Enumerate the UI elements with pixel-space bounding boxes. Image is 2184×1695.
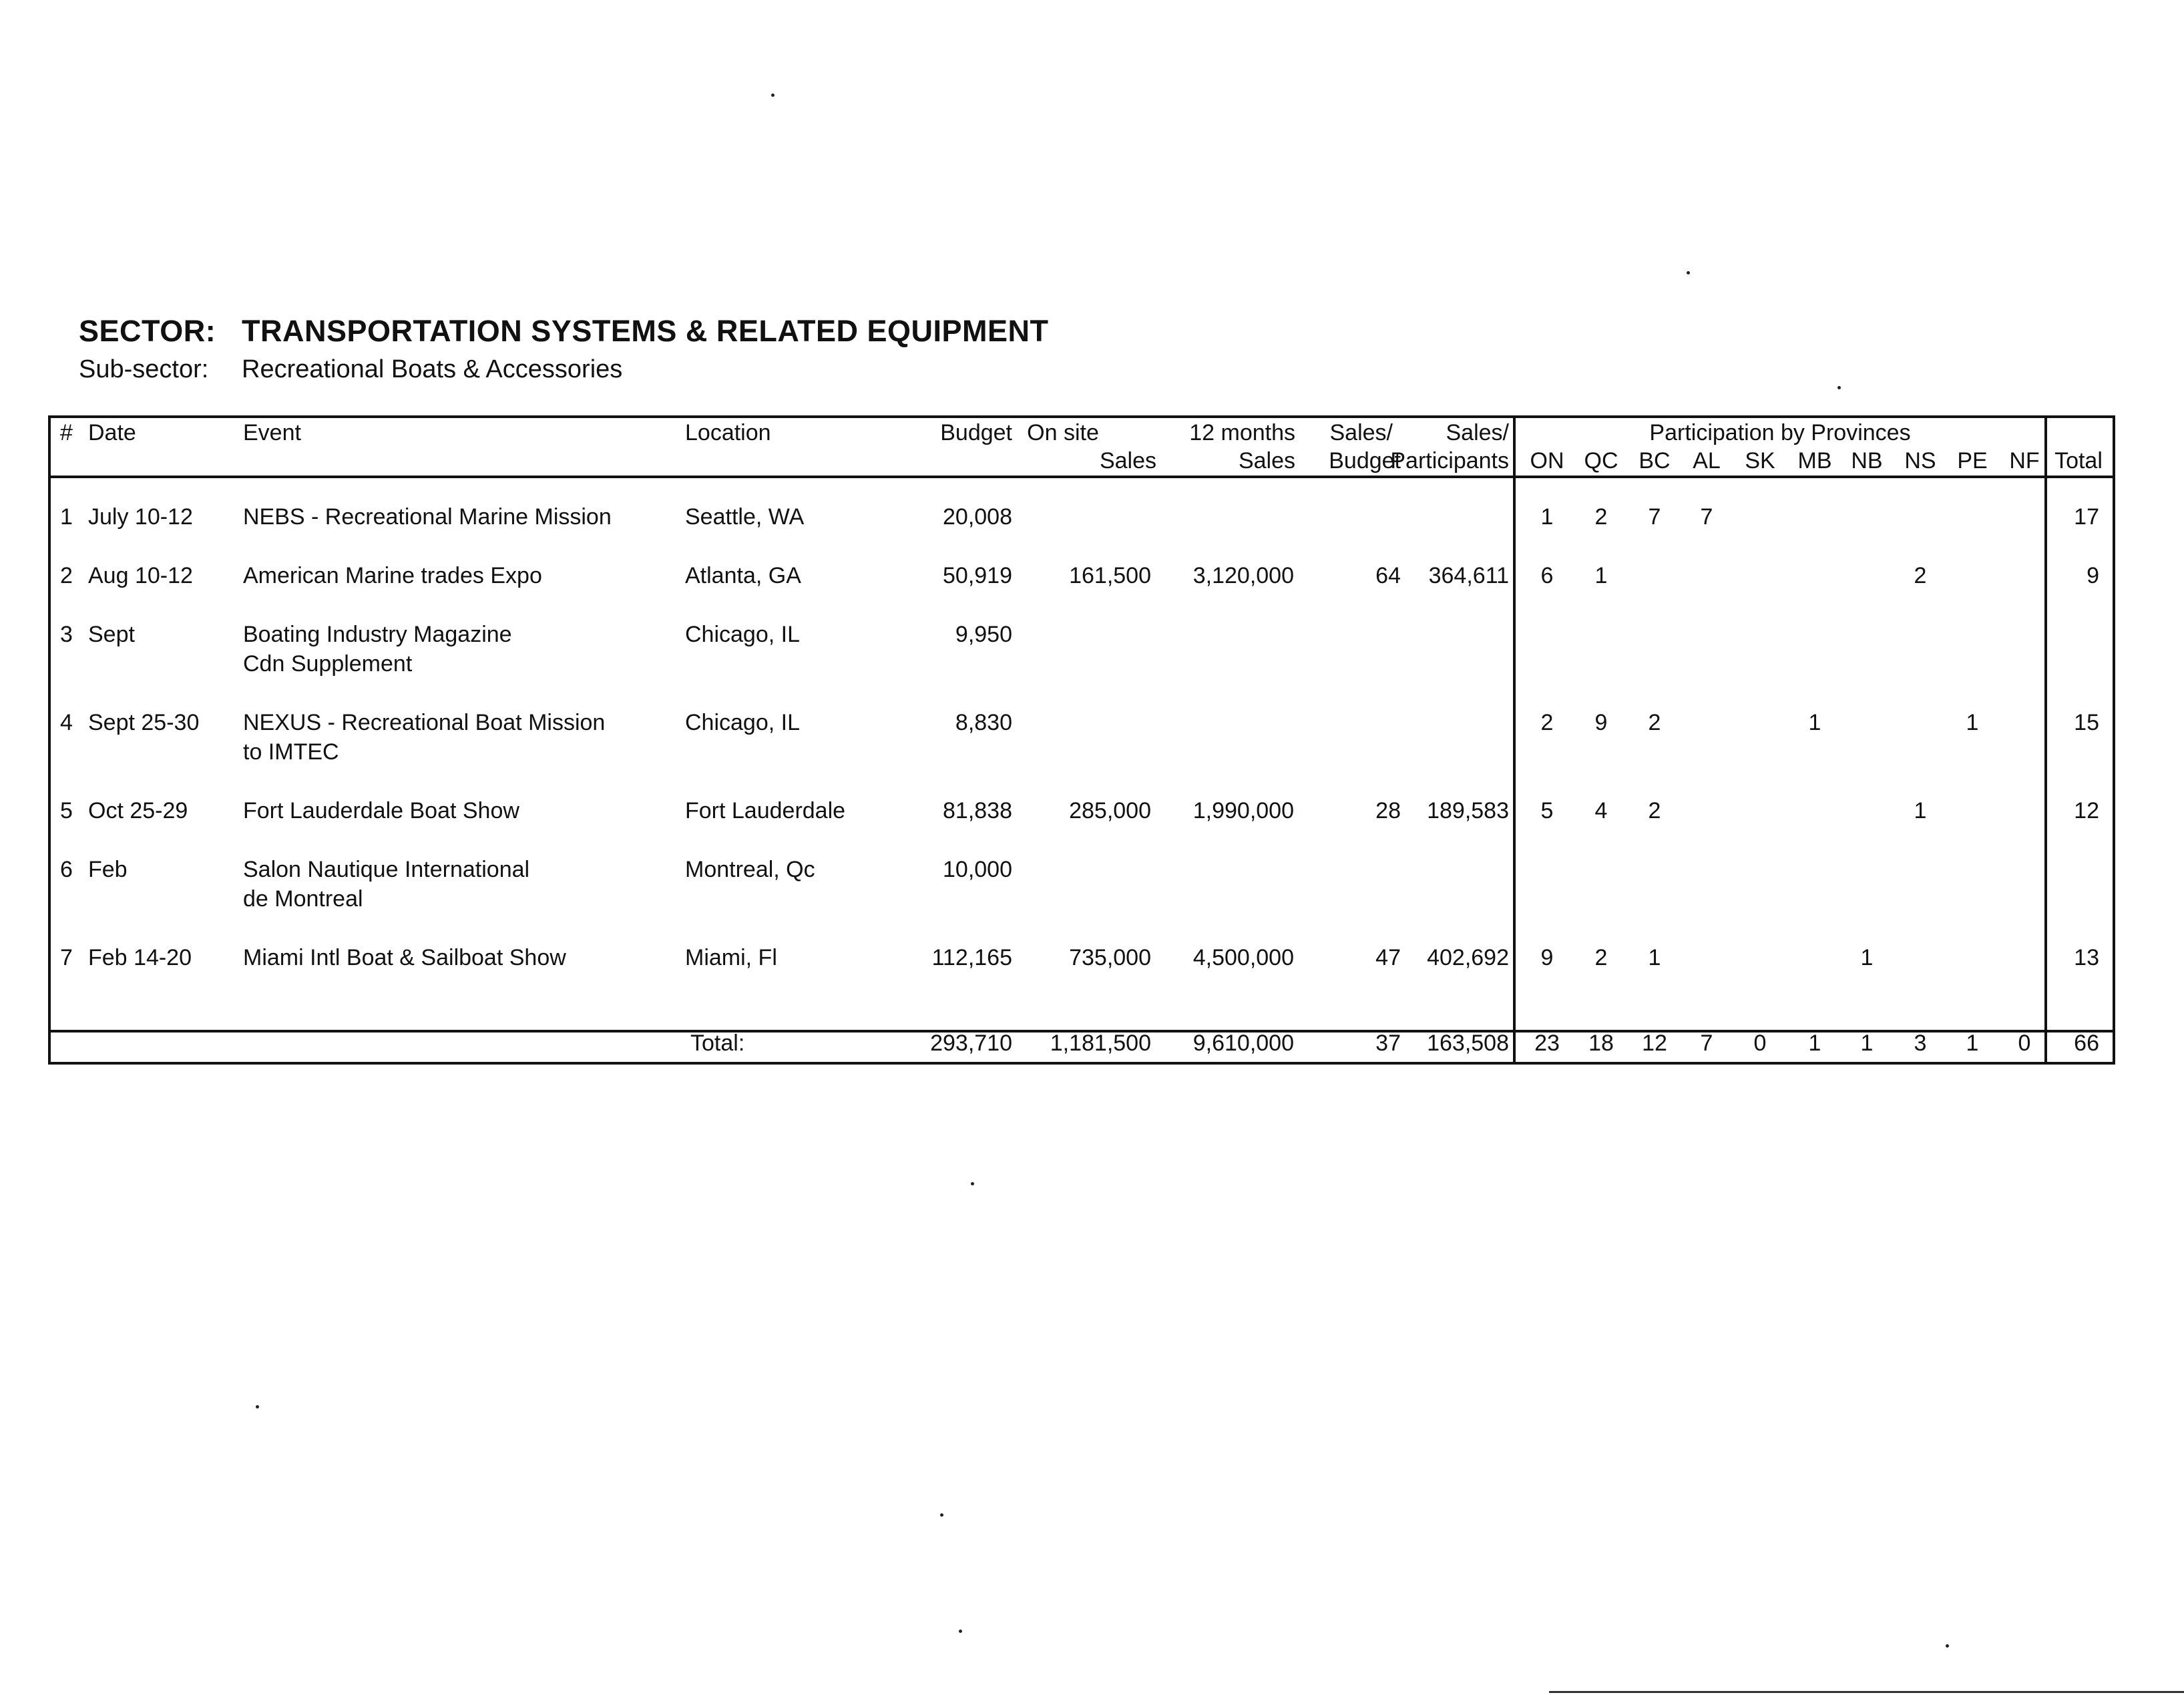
row-12months-sales: 1,990,000 <box>1192 798 1294 823</box>
row-location: Miami, Fl <box>685 945 777 970</box>
row-sales-budget: 28 <box>1375 798 1401 823</box>
row-event: NEBS - Recreational Marine Mission <box>243 504 612 530</box>
header-total: Total <box>2054 448 2103 474</box>
header-salespart-line1: Sales/ <box>1446 420 1509 445</box>
totals-label: Total: <box>690 1030 745 1056</box>
row-budget: 50,919 <box>943 563 1012 588</box>
row-prov-on: 9 <box>1540 945 1554 970</box>
header-budget: Budget <box>940 420 1012 445</box>
row-prov-bc: 7 <box>1648 504 1661 530</box>
row-event: Salon Nautique International <box>243 857 530 882</box>
header-months-line2: Sales <box>1238 448 1295 474</box>
row-onsite-sales: 735,000 <box>1069 945 1151 970</box>
header-province-bc: BC <box>1639 448 1671 474</box>
header-salespart-line2: Participants <box>1390 448 1509 474</box>
row-num: 4 <box>60 710 73 735</box>
speck <box>940 1513 943 1517</box>
header-province-qc: QC <box>1584 448 1618 474</box>
row-total: 15 <box>2074 710 2099 735</box>
totals-12months-sales: 9,610,000 <box>1192 1030 1294 1056</box>
row-sales-budget: 47 <box>1375 945 1401 970</box>
row-location: Montreal, Qc <box>685 857 815 882</box>
row-prov-bc: 2 <box>1648 710 1661 735</box>
row-prov-qc: 2 <box>1594 945 1608 970</box>
row-event: Miami Intl Boat & Sailboat Show <box>243 945 566 970</box>
subsector-label: Sub-sector: <box>79 355 209 383</box>
totals-budget: 293,710 <box>930 1030 1012 1056</box>
header-province-sk: SK <box>1745 448 1775 474</box>
row-num: 1 <box>60 504 73 530</box>
divider-header-bottom <box>48 476 2113 478</box>
row-total: 12 <box>2074 798 2099 823</box>
header-province-ns: NS <box>1904 448 1936 474</box>
header-months-line1: 12 months <box>1189 420 1295 445</box>
row-num: 2 <box>60 563 73 588</box>
header-province-on: ON <box>1530 448 1564 474</box>
row-event: NEXUS - Recreational Boat Mission <box>243 710 606 735</box>
totals-prov-on: 23 <box>1534 1030 1560 1056</box>
speck <box>256 1405 259 1408</box>
row-num: 5 <box>60 798 73 823</box>
sector-value: TRANSPORTATION SYSTEMS & RELATED EQUIPMENT <box>242 314 1049 348</box>
row-location: Fort Lauderdale <box>685 798 846 823</box>
row-date: Sept <box>88 622 135 647</box>
row-prov-qc: 9 <box>1594 710 1608 735</box>
row-date: Feb 14-20 <box>88 945 192 970</box>
totals-prov-al: 7 <box>1700 1030 1713 1056</box>
row-prov-ns: 2 <box>1914 563 1927 588</box>
row-event: American Marine trades Expo <box>243 563 542 588</box>
subsector-line <box>79 355 1049 384</box>
row-prov-on: 2 <box>1540 710 1554 735</box>
row-num: 7 <box>60 945 73 970</box>
header-province-nf: NF <box>2009 448 2040 474</box>
row-location: Chicago, IL <box>685 622 800 647</box>
header-onsite-line1: On site <box>1027 420 1099 445</box>
totals-onsite-sales: 1,181,500 <box>1050 1030 1151 1056</box>
document-heading <box>79 314 1049 384</box>
speck <box>1687 271 1690 274</box>
totals-prov-nb: 1 <box>1860 1030 1874 1056</box>
row-prov-qc: 4 <box>1594 798 1608 823</box>
row-budget: 10,000 <box>943 857 1012 882</box>
header-location: Location <box>685 420 771 445</box>
totals-prov-nf: 0 <box>2018 1030 2031 1056</box>
row-total: 9 <box>2087 563 2099 588</box>
row-12months-sales: 4,500,000 <box>1192 945 1294 970</box>
divider-total-column <box>2044 415 2047 1062</box>
row-prov-bc: 2 <box>1648 798 1661 823</box>
header-onsite-line2: Sales <box>1099 448 1156 474</box>
row-location: Atlanta, GA <box>685 563 801 588</box>
speck <box>1946 1644 1949 1648</box>
sector-label: SECTOR: <box>79 314 216 348</box>
speck <box>1837 386 1841 389</box>
row-prov-bc: 1 <box>1648 945 1661 970</box>
speck <box>971 1182 974 1185</box>
header-province-nb: NB <box>1851 448 1883 474</box>
row-location: Seattle, WA <box>685 504 805 530</box>
bottom-edge-line <box>1549 1691 2184 1693</box>
row-event-line2: to IMTEC <box>243 739 339 765</box>
row-event-line2: de Montreal <box>243 886 363 912</box>
totals-sales-participants: 163,508 <box>1427 1030 1509 1056</box>
row-sales-participants: 189,583 <box>1427 798 1509 823</box>
row-budget: 8,830 <box>955 710 1012 735</box>
totals-prov-bc: 12 <box>1642 1030 1667 1056</box>
header-num: # <box>60 420 73 445</box>
row-onsite-sales: 161,500 <box>1069 563 1151 588</box>
header-date: Date <box>88 420 136 445</box>
row-date: Oct 25-29 <box>88 798 188 823</box>
row-prov-nb: 1 <box>1860 945 1874 970</box>
totals-sales-budget: 37 <box>1375 1030 1401 1056</box>
events-table <box>48 415 2113 1062</box>
row-date: Sept 25-30 <box>88 710 200 735</box>
row-date: Aug 10-12 <box>88 563 193 588</box>
header-province-pe: PE <box>1957 448 1988 474</box>
row-event: Fort Lauderdale Boat Show <box>243 798 519 823</box>
row-prov-qc: 1 <box>1594 563 1608 588</box>
row-prov-qc: 2 <box>1594 504 1608 530</box>
header-province-mb: MB <box>1797 448 1832 474</box>
row-date: July 10-12 <box>88 504 193 530</box>
row-prov-on: 6 <box>1540 563 1554 588</box>
row-location: Chicago, IL <box>685 710 800 735</box>
totals-prov-mb: 1 <box>1808 1030 1821 1056</box>
divider-participation-start <box>1513 415 1516 1062</box>
totals-prov-ns: 3 <box>1914 1030 1927 1056</box>
subsector-value: Recreational Boats & Accessories <box>242 355 623 383</box>
row-total: 17 <box>2074 504 2099 530</box>
row-num: 3 <box>60 622 73 647</box>
header-participation: Participation by Provinces <box>1649 420 1911 445</box>
row-event: Boating Industry Magazine <box>243 622 512 647</box>
row-sales-budget: 64 <box>1375 563 1401 588</box>
speck <box>959 1630 962 1633</box>
row-prov-pe: 1 <box>1966 710 1979 735</box>
row-sales-participants: 402,692 <box>1427 945 1509 970</box>
row-event-line2: Cdn Supplement <box>243 651 413 677</box>
speck <box>771 93 775 97</box>
row-total: 13 <box>2074 945 2099 970</box>
header-salesbudget-line1: Sales/ <box>1329 420 1393 445</box>
row-prov-ns: 1 <box>1914 798 1927 823</box>
sector-line <box>79 314 1049 349</box>
row-prov-mb: 1 <box>1808 710 1821 735</box>
row-budget: 9,950 <box>955 622 1012 647</box>
row-onsite-sales: 285,000 <box>1069 798 1151 823</box>
totals-total: 66 <box>2074 1030 2099 1056</box>
header-province-al: AL <box>1693 448 1721 474</box>
row-sales-participants: 364,611 <box>1428 563 1509 588</box>
row-budget: 81,838 <box>943 798 1012 823</box>
row-num: 6 <box>60 857 73 882</box>
row-12months-sales: 3,120,000 <box>1192 563 1294 588</box>
totals-prov-qc: 18 <box>1588 1030 1614 1056</box>
totals-prov-pe: 1 <box>1966 1030 1979 1056</box>
row-prov-al: 7 <box>1700 504 1713 530</box>
totals-prov-sk: 0 <box>1753 1030 1767 1056</box>
row-budget: 20,008 <box>943 504 1012 530</box>
row-date: Feb <box>88 857 128 882</box>
header-salesbudget-line2: Budget <box>1329 448 1401 474</box>
row-budget: 112,165 <box>931 945 1012 970</box>
row-prov-on: 1 <box>1540 504 1554 530</box>
header-event: Event <box>243 420 301 445</box>
row-prov-on: 5 <box>1540 798 1554 823</box>
